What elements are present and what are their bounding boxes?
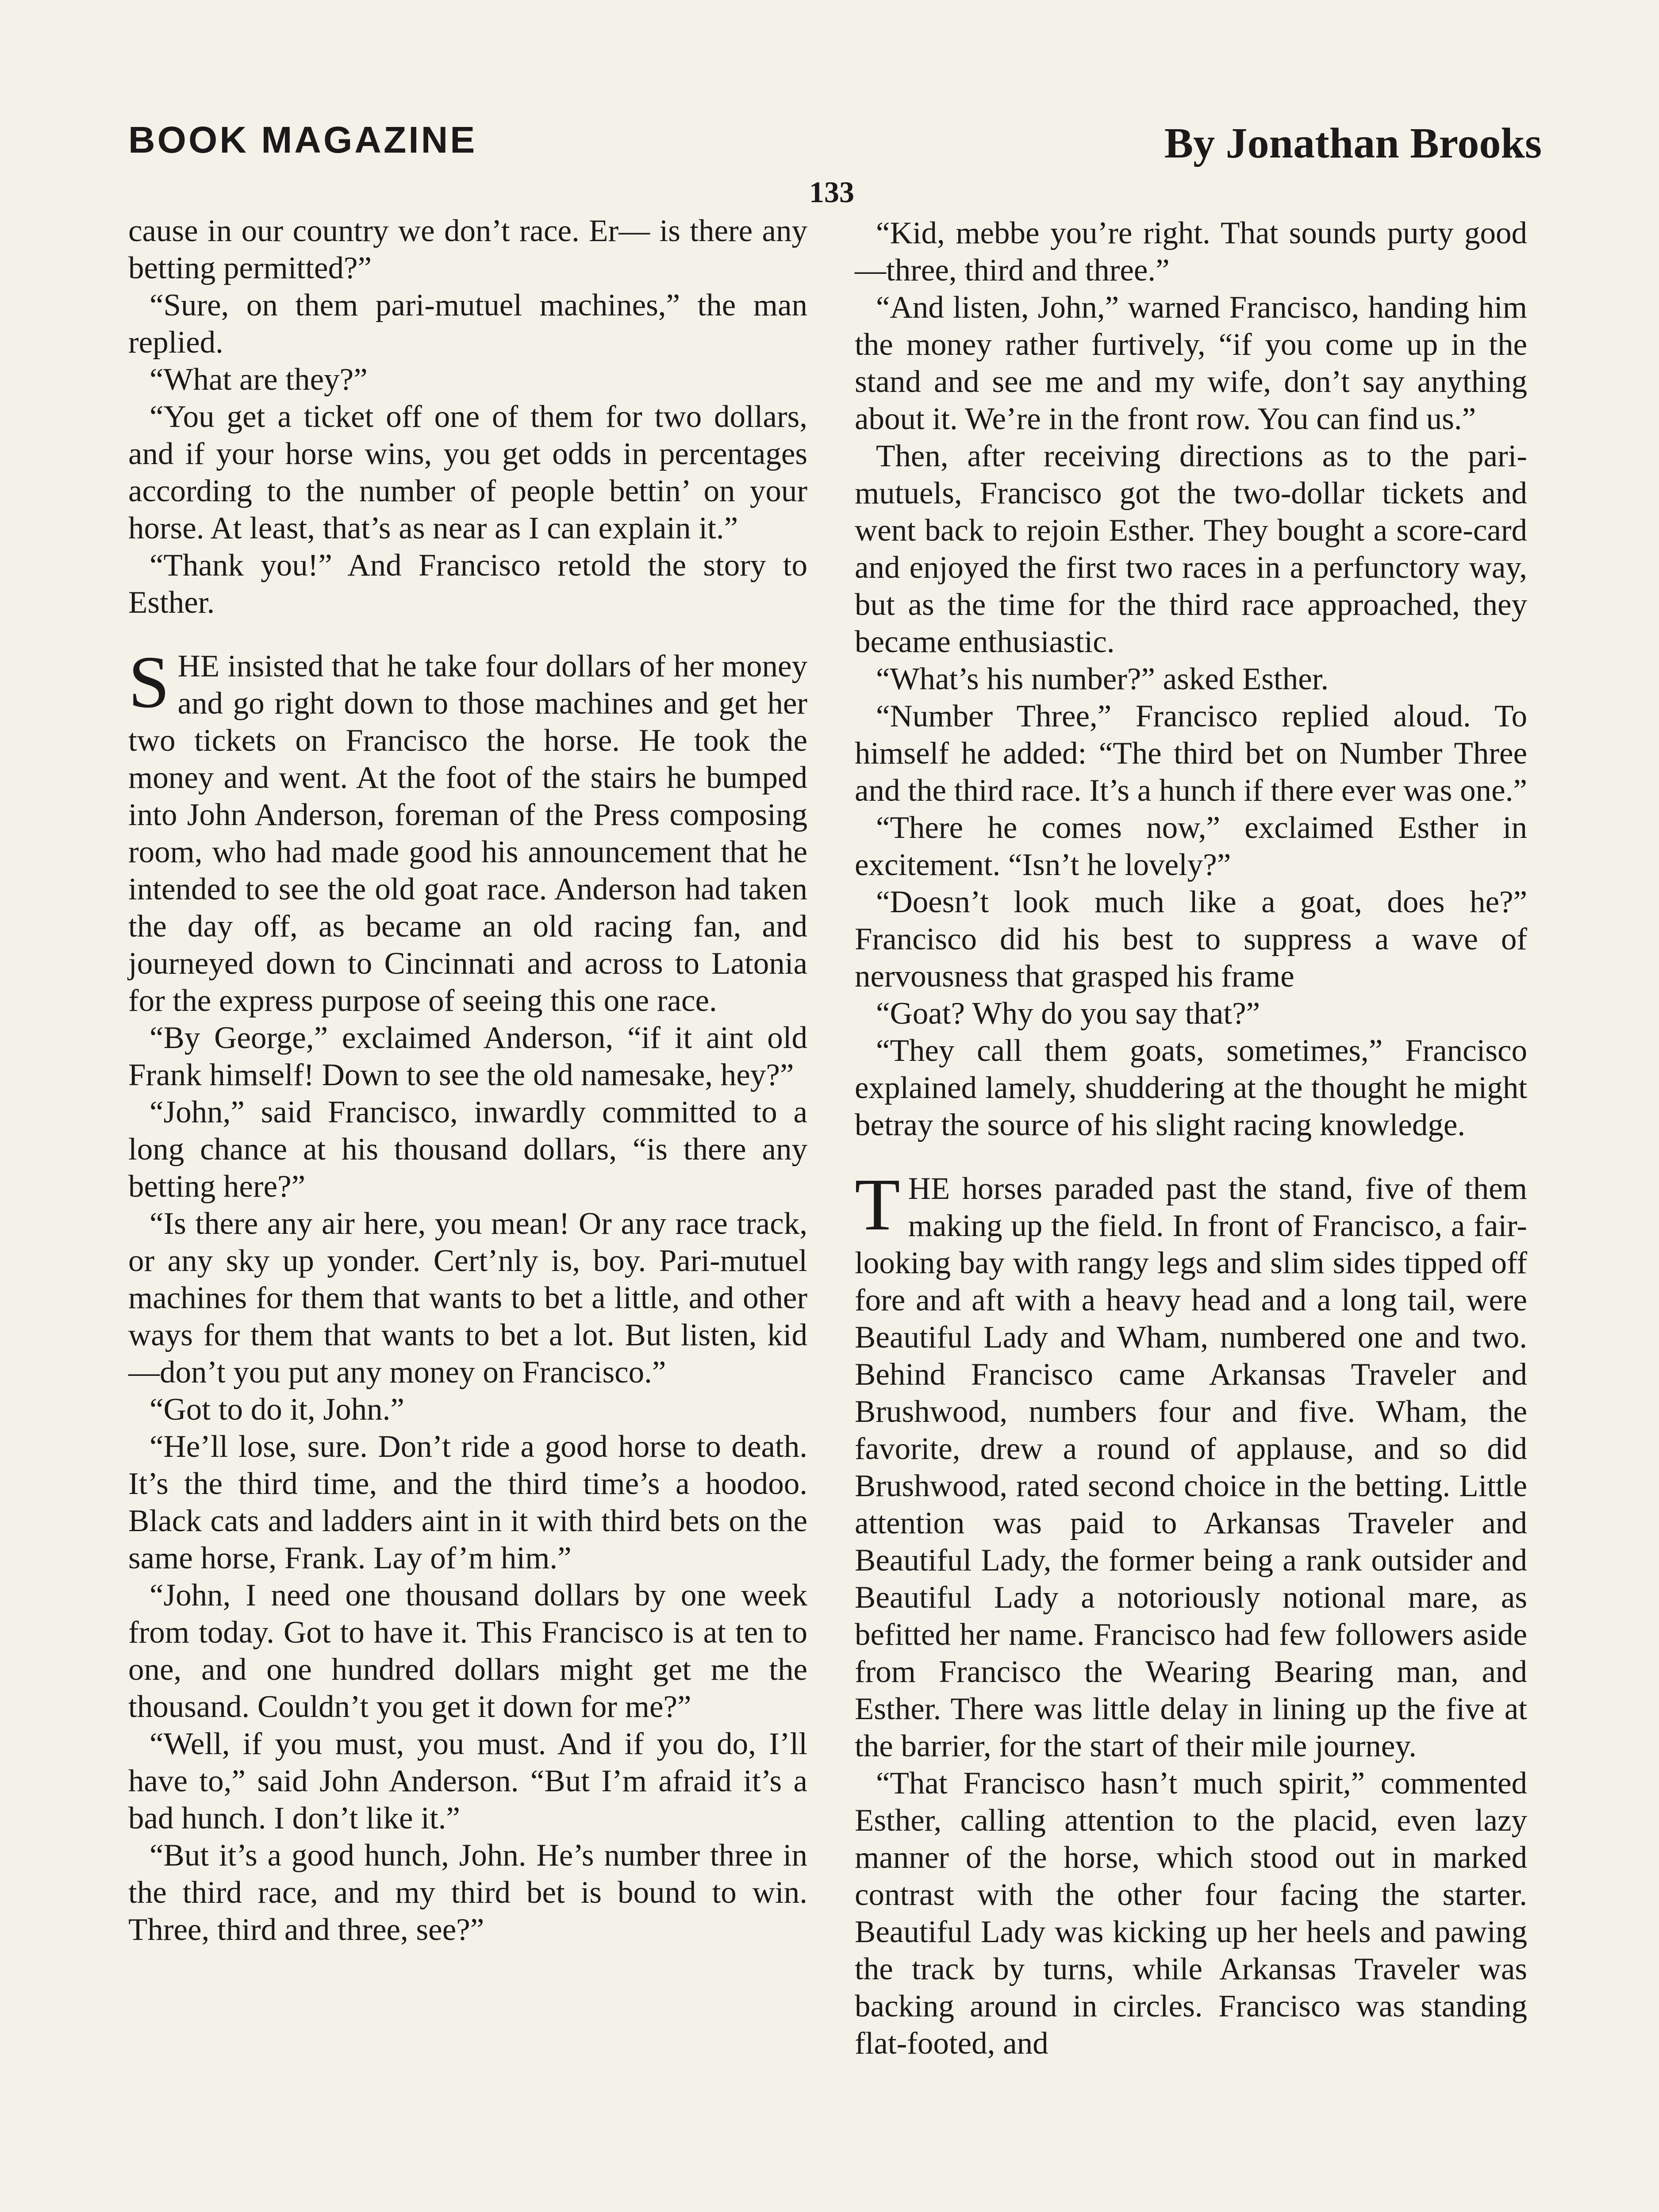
- paragraph: “They call them goats, sometimes,” Francisco explained lamely, shuddering at the thought he might betray the source of his slight racing knowledge.: [855, 1033, 1527, 1142]
- paragraph: “And listen, John,” warned Francisco, handing him the money rather furtively, “if you come up in the stand and see me and my wife, don’t say anything about it. We’re in the front row. You can find us.”: [855, 290, 1527, 436]
- paragraph: “He’ll lose, sure. Don’t ride a good horse to death. It’s the third time, and the third time’s a hoodoo. Black cats and ladders aint in it with third bets on the same horse, Frank. Lay of’m him.”: [128, 1429, 807, 1575]
- paragraph: “That Francisco hasn’t much spirit,” commented Esther, calling attention to the placid, even lazy manner of the horse, which stood out in marked contrast with the other four facing the starter. Beautiful Lady was kicking up her heels and pawing the track by turns, while Arkansas Traveler was backing around in circles. Francisco was standing flat-footed, and: [855, 1766, 1527, 2061]
- paragraph: “Thank you!” And Francisco retold the story to Esther.: [128, 548, 807, 620]
- right-column: [855, 215, 1527, 2062]
- paragraph: “Sure, on them pari-mutuel machines,” the man replied.: [128, 288, 807, 360]
- paragraph: “Number Three,” Francisco replied aloud. To himself he added: “The third bet on Number Three and the third race. It’s a hunch if there ever was one.”: [855, 699, 1527, 808]
- section-paragraph: [855, 1164, 1527, 1765]
- author-byline: By Jonathan Brooks: [1164, 119, 1542, 167]
- paragraph: “Well, if you must, you must. And if you do, I’ll have to,” said John Anderson. “But I’m afraid it’s a bad hunch. I don’t like it.”: [128, 1727, 807, 1836]
- paragraph: “John,” said Francisco, inwardly committed to a long chance at his thousand dollars, “is there any betting here?”: [128, 1095, 807, 1204]
- section-paragraph: [128, 641, 807, 1019]
- paragraph: “John, I need one thousand dollars by one week from today. Got to have it. This Francisco is at ten to one, and one hundred dollars might get me the thousand. Couldn’t you get it down for me?”: [128, 1578, 807, 1724]
- paragraph: “Got to do it, John.”: [150, 1392, 404, 1427]
- page-number: 133: [809, 175, 854, 209]
- paragraph: cause in our country we don’t race. Er— is there any betting permitted?”: [128, 214, 807, 285]
- left-column: [128, 212, 807, 1948]
- paragraph: “By George,” exclaimed Anderson, “if it aint old Frank himself! Down to see the old namesake, hey?”: [128, 1021, 807, 1092]
- paragraph: “There he comes now,” exclaimed Esther in excitement. “Isn’t he lovely?”: [855, 810, 1527, 882]
- paragraph: “Is there any air here, you mean! Or any race track, or any sky up yonder. Cert’nly is, boy. Pari-mutuel machines for them that wants to bet a little, and other ways for them that wants to bet a lot. But listen, kid—don’t you put any money on Francisco.”: [128, 1206, 807, 1390]
- paragraph: Then, after receiving directions as to the pari-mutuels, Francisco got the two-dollar tickets and went back to rejoin Esther. They bought a score-card and enjoyed the first two races in a perfunctory way, but as the time for the third race approached, they became enthusiastic.: [855, 439, 1527, 659]
- paragraph: “What’s his number?” asked Esther.: [876, 662, 1329, 696]
- paragraph: “Goat? Why do you say that?”: [876, 996, 1260, 1031]
- paragraph: “Kid, mebbe you’re right. That sounds purty good—three, third and three.”: [855, 216, 1527, 288]
- drop-cap: S: [128, 641, 170, 723]
- drop-cap: T: [855, 1164, 900, 1246]
- paragraph: “Doesn’t look much like a goat, does he?” Francisco did his best to suppress a wave of nervousness that grasped his frame: [855, 885, 1527, 994]
- magazine-title: BOOK MAGAZINE: [128, 119, 477, 161]
- paragraph: “What are they?”: [150, 362, 368, 397]
- paragraph: “But it’s a good hunch, John. He’s number three in the third race, and my third bet is bound to win. Three, third and three, see?”: [128, 1838, 807, 1947]
- section-text: HE insisted that he take four dollars of her money and go right down to those machines and get her two tickets on Francisco the horse. He took the money and went. At the foot of the stairs he bumped into John Anderson, foreman of the Press composing room, who had made good his announcement that he intended to see the old goat race. Anderson had taken the day off, as became an old racing fan, and journeyed down to Cincinnati and across to Latonia for the express purpose of seeing this one race.: [128, 649, 807, 1018]
- paragraph: “You get a ticket off one of them for two dollars, and if your horse wins, you get odds in percentages according to the number of people bettin’ on your horse. At least, that’s as near as I can explain it.”: [128, 399, 807, 545]
- section-text: HE horses paraded past the stand, five of them making up the field. In front of Francisco, a fair-looking bay with rangy legs and slim sides tipped off fore and aft with a heavy head and a long tail, were Beautiful Lady and Wham, numbered one and two. Behind Francisco came Arkansas Traveler and Brushwood, numbers four and five. Wham, the favorite, drew a round of applause, and so did Brushwood, rated second choice in the betting. Little attention was paid to Arkansas Traveler and Beautiful Lady, the former being a rank outsider and Beautiful Lady a notoriously notional mare, as befitted her name. Francisco had few followers aside from Francisco the Wearing Bearing man, and Esther. There was little delay in lining up the five at the barrier, for the start of their mile journey.: [855, 1171, 1527, 1763]
